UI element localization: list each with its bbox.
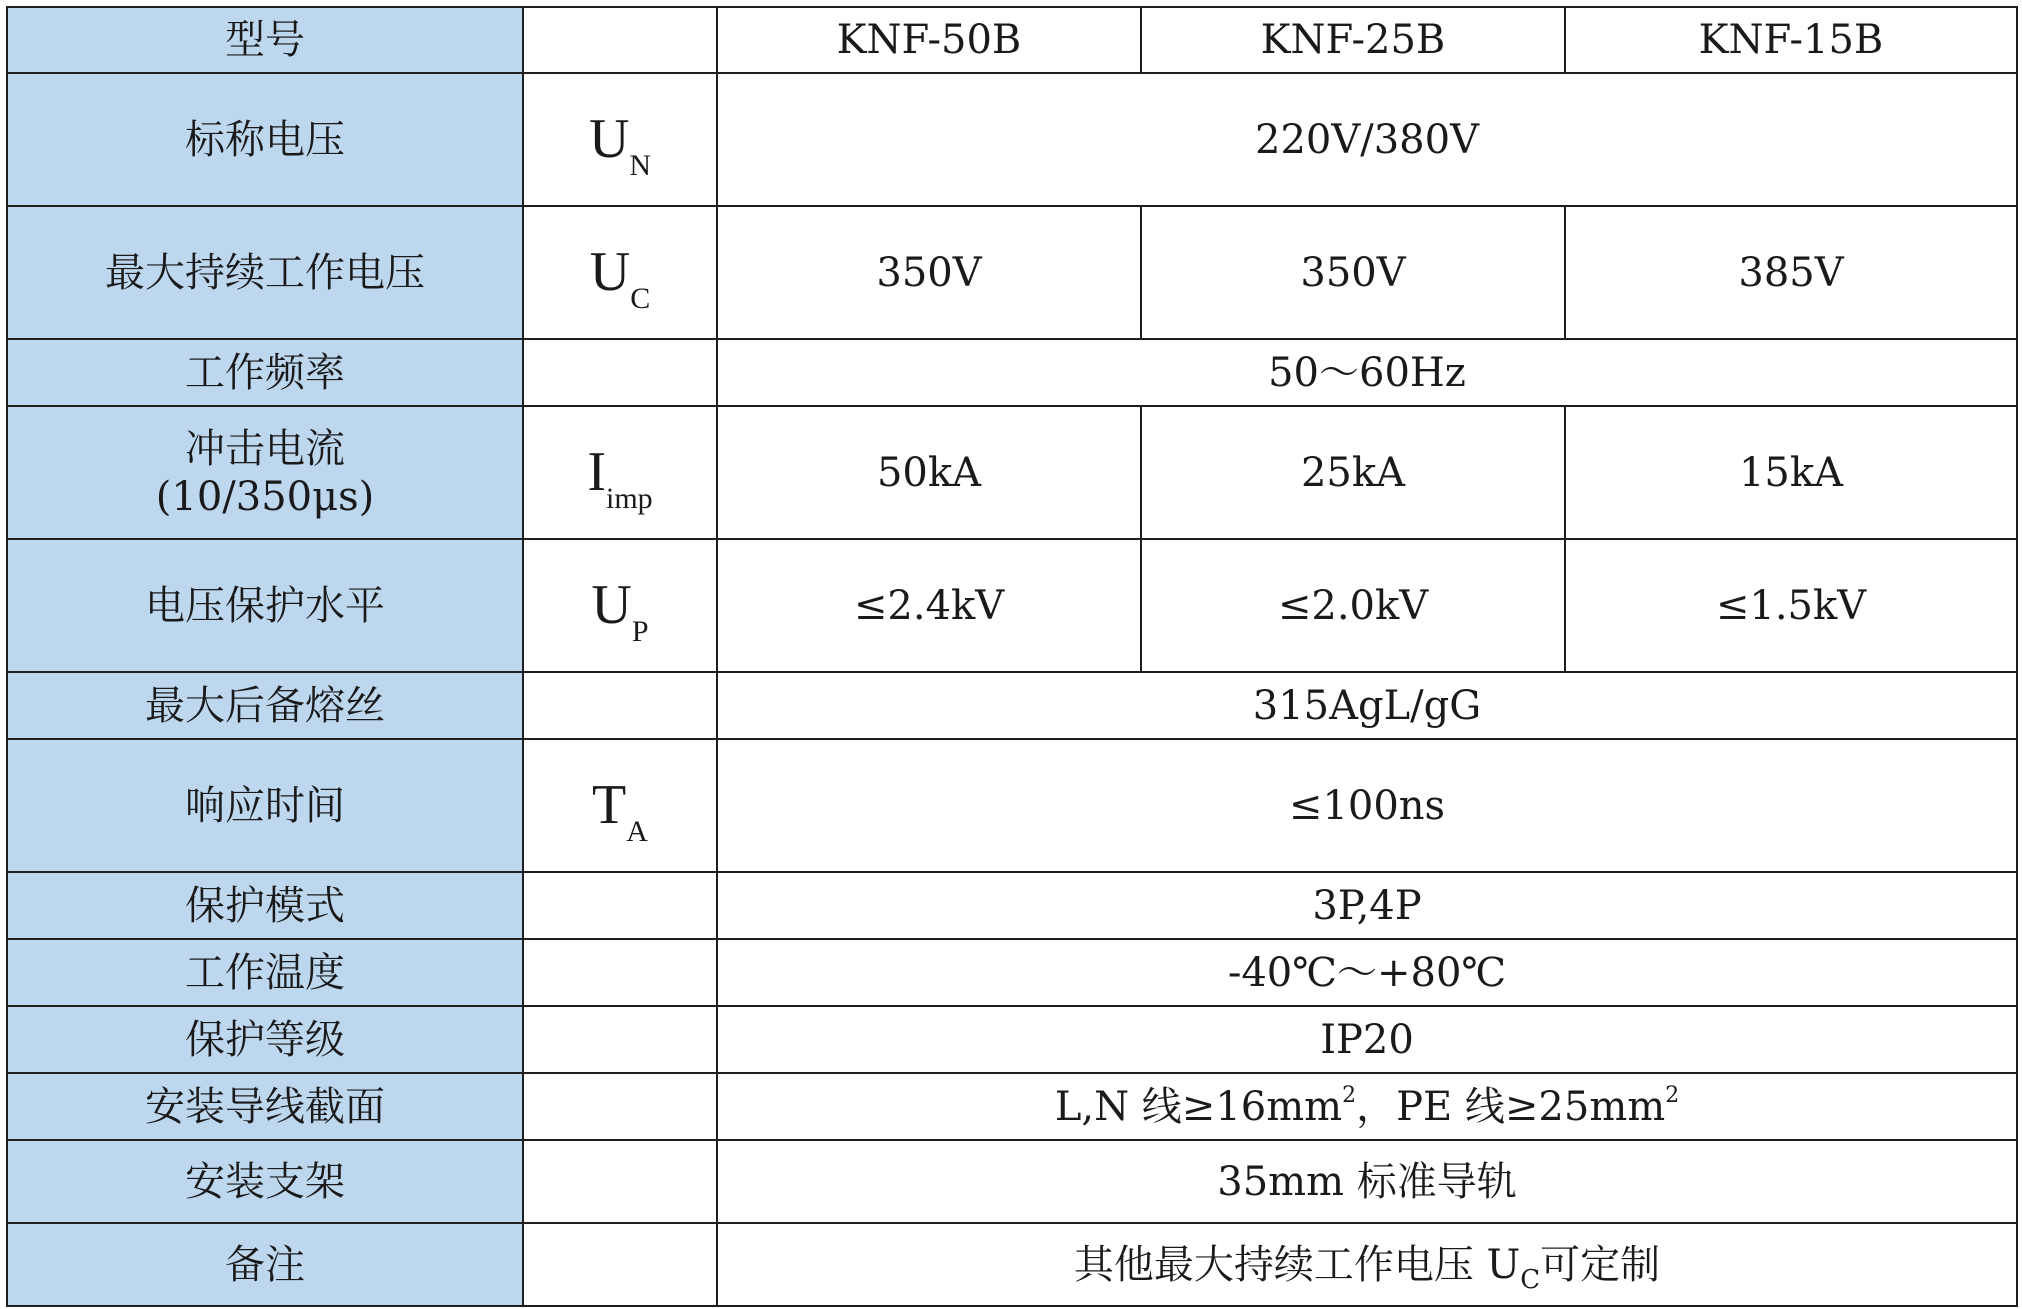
symbol-cell-empty bbox=[523, 1223, 717, 1306]
symbol-main: U bbox=[589, 240, 631, 303]
symbol-cell-empty bbox=[523, 1140, 717, 1223]
superscript: 2 bbox=[1342, 1082, 1357, 1108]
row-label-remarks: 备注 bbox=[7, 1223, 523, 1306]
symbol-main: U bbox=[591, 573, 632, 636]
symbol-cell-empty bbox=[523, 339, 717, 406]
row-label-protection-mode: 保护模式 bbox=[7, 872, 523, 939]
symbol-sub: A bbox=[626, 814, 648, 848]
table-row-impulse-current bbox=[7, 406, 2017, 539]
value-protection-mode: 3P,4P bbox=[717, 872, 2017, 939]
label-line-2: (10/350μs) bbox=[155, 473, 375, 520]
symbol-cell-empty bbox=[523, 7, 717, 73]
value-uc-knf25b: 350V bbox=[1141, 206, 1565, 339]
table-row-rated-voltage bbox=[7, 73, 2017, 206]
value-uc-knf15b: 385V bbox=[1565, 206, 2017, 339]
value-iimp-knf50b: 50kA bbox=[717, 406, 1141, 539]
table-row-model bbox=[7, 7, 2017, 73]
table-row-mounting bbox=[7, 1140, 2017, 1223]
row-label-rated-voltage: 标称电压 bbox=[7, 73, 523, 206]
symbol-main: U bbox=[588, 107, 630, 170]
table-row-max-continuous-voltage bbox=[7, 206, 2017, 339]
model-header-3: KNF-15B bbox=[1565, 7, 2017, 73]
model-header-2: KNF-25B bbox=[1141, 7, 1565, 73]
row-label-wire-section: 安装导线截面 bbox=[7, 1073, 523, 1140]
value-up-knf25b: ≤2.0kV bbox=[1141, 539, 1565, 672]
row-label-impulse-current bbox=[7, 406, 523, 539]
value-mounting: 35mm 标准导轨 bbox=[717, 1140, 2017, 1223]
value-frequency: 50～60Hz bbox=[717, 339, 2017, 406]
row-label-operating-temp: 工作温度 bbox=[7, 939, 523, 1006]
superscript: 2 bbox=[1665, 1082, 1680, 1108]
remarks-part-2: 可定制 bbox=[1540, 1241, 1661, 1288]
value-response-time: ≤100ns bbox=[717, 739, 2017, 872]
remarks-part-1: 其他最大持续工作电压 U bbox=[1073, 1241, 1521, 1288]
symbol-sub: P bbox=[631, 614, 649, 648]
subscript: C bbox=[1520, 1264, 1541, 1295]
symbol-cell-empty bbox=[523, 1006, 717, 1073]
symbol-main: I bbox=[587, 440, 606, 503]
row-label-response-time: 响应时间 bbox=[7, 739, 523, 872]
symbol-sub: N bbox=[629, 148, 652, 182]
wire-section-part-1: L,N 线≥16mm bbox=[1054, 1083, 1343, 1130]
table-row-frequency bbox=[7, 339, 2017, 406]
value-up-knf15b: ≤1.5kV bbox=[1565, 539, 2017, 672]
table-row-backup-fuse bbox=[7, 672, 2017, 739]
value-remarks bbox=[717, 1223, 2017, 1306]
table-row-remarks bbox=[7, 1223, 2017, 1306]
symbol-rated-voltage bbox=[523, 73, 717, 206]
symbol-response-time bbox=[523, 739, 717, 872]
symbol-cell-empty bbox=[523, 872, 717, 939]
value-wire-section bbox=[717, 1073, 2017, 1140]
symbol-cell-empty bbox=[523, 939, 717, 1006]
label-line-1: 冲击电流 bbox=[185, 425, 345, 472]
table-row-operating-temp bbox=[7, 939, 2017, 1006]
row-label-frequency: 工作频率 bbox=[7, 339, 523, 406]
symbol-impulse-current bbox=[523, 406, 717, 539]
table-row-response-time bbox=[7, 739, 2017, 872]
value-uc-knf50b: 350V bbox=[717, 206, 1141, 339]
table-row-protection-level bbox=[7, 539, 2017, 672]
value-rated-voltage: 220V/380V bbox=[717, 73, 2017, 206]
symbol-cell-empty bbox=[523, 1073, 717, 1140]
value-backup-fuse: 315AgL/gG bbox=[717, 672, 2017, 739]
value-up-knf50b: ≤2.4kV bbox=[717, 539, 1141, 672]
row-label-ip-rating: 保护等级 bbox=[7, 1006, 523, 1073]
symbol-protection-level bbox=[523, 539, 717, 672]
symbol-cell-empty bbox=[523, 672, 717, 739]
row-label-mounting: 安装支架 bbox=[7, 1140, 523, 1223]
table-row-wire-section bbox=[7, 1073, 2017, 1140]
value-iimp-knf15b: 15kA bbox=[1565, 406, 2017, 539]
table-row-protection-mode bbox=[7, 872, 2017, 939]
spec-table bbox=[6, 6, 2018, 1307]
row-label-model: 型号 bbox=[7, 7, 523, 73]
value-operating-temp: -40℃～+80℃ bbox=[717, 939, 2017, 1006]
symbol-sub: C bbox=[630, 281, 651, 315]
wire-section-part-2: ，PE 线≥25mm bbox=[1356, 1083, 1666, 1130]
symbol-sub: imp bbox=[605, 481, 653, 515]
model-header-1: KNF-50B bbox=[717, 7, 1141, 73]
table-row-ip-rating bbox=[7, 1006, 2017, 1073]
row-label-backup-fuse: 最大后备熔丝 bbox=[7, 672, 523, 739]
value-iimp-knf25b: 25kA bbox=[1141, 406, 1565, 539]
row-label-protection-level: 电压保护水平 bbox=[7, 539, 523, 672]
row-label-max-continuous-voltage: 最大持续工作电压 bbox=[7, 206, 523, 339]
symbol-max-continuous-voltage bbox=[523, 206, 717, 339]
symbol-main: T bbox=[592, 773, 627, 836]
value-ip-rating: IP20 bbox=[717, 1006, 2017, 1073]
